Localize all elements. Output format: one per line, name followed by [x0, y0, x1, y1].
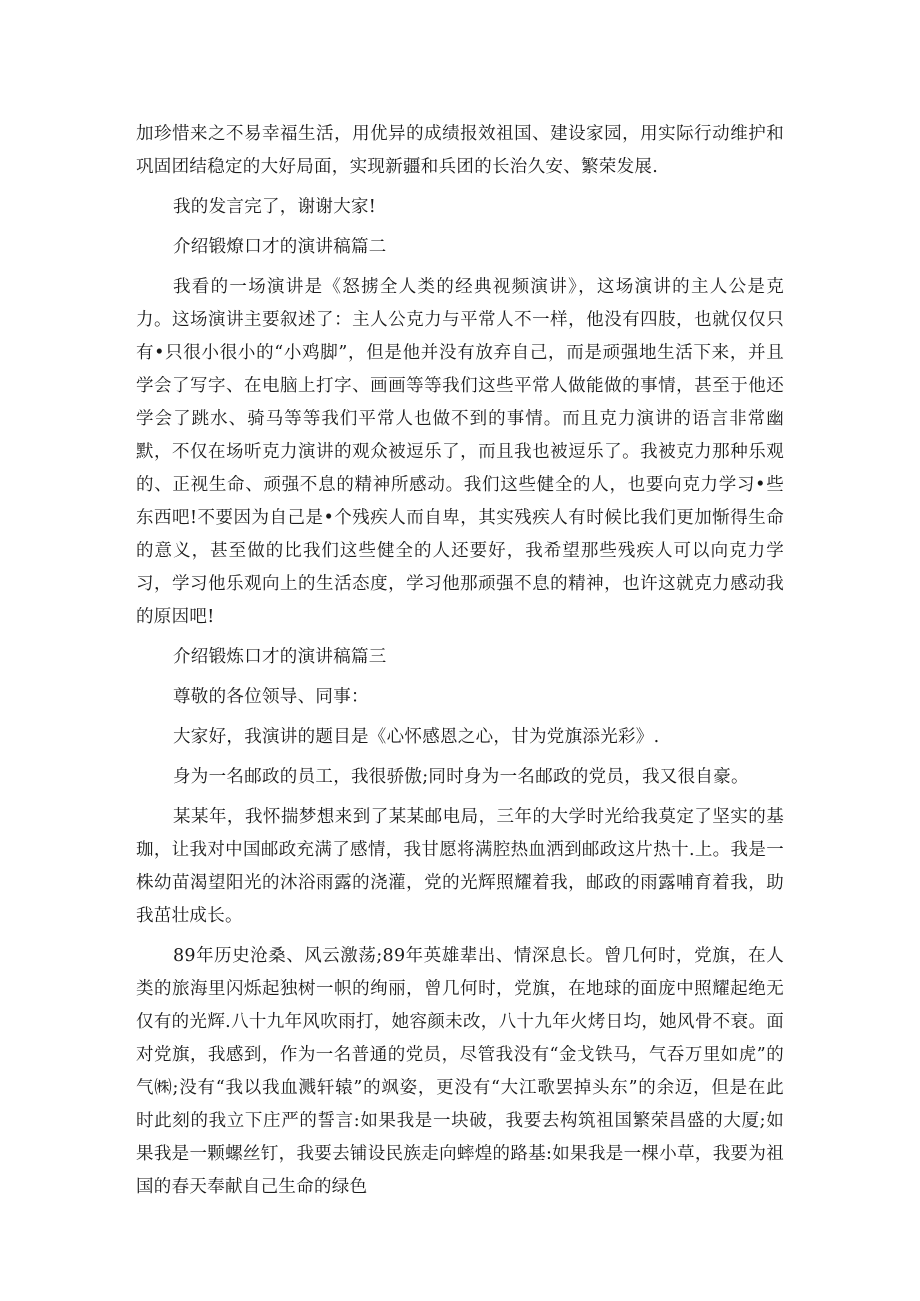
- paragraph-party-history: 89年历史沧桑、风云激荡;89年英雄辈出、情深息长。曾几何时，党旗，在人类的旅海里闪烁起独树一帜的绚丽，曾几何时，党旗，在地球的面庞中照耀起绝无仅有的光辉.八十九年风吹雨打，她容颜未改，八十九年火烤日均，她风骨不衰。面对党旗，我感到，作为一名普通的党员，尽管我没有“金戈铁马，气吞万里如虎”的气㈱;没有“我以我血溅轩辕”的飒姿，更没有“大江歌罢掉头东”的余迈，但是在此时此刻的我立下庄严的誓言:如果我是一块破，我要去构筑祖国繁荣昌盛的大厦;如果我是一颗螺丝钉，我要去铺设民族走向蟀煌的路基:如果我是一棵小草，我要为祖国的春天奉献自己生命的绿色: [136, 946, 784, 1197]
- paragraph-identity: 身为一名邮政的员工，我很骄傲;同时身为一名邮政的党员，我又很自豪。: [173, 767, 749, 787]
- paragraph-greeting: 大家好，我演讲的题目是《心怀感恩之心，甘为党旗添光彩》.: [173, 727, 660, 747]
- paragraph-continuation: 加珍惜来之不易幸福生活，用优异的成绩报效祖国、建设家园，用实际行动维护和巩固团结稳定的大好局面，实现新疆和兵团的长治久安、繁荣发展.: [136, 124, 784, 177]
- paragraph-closing: 我的发言完了，谢谢大家!: [173, 197, 377, 217]
- section-heading-part-two: 介绍锻燎口才的演讲稿篇二: [173, 237, 387, 257]
- paragraph-salutation: 尊敬的各位领导、同事：: [173, 687, 369, 707]
- document-body: [136, 118, 784, 1204]
- paragraph-background: 某某年，我怀揣梦想来到了某某邮电局，三年的大学时光给我莫定了坚实的基珈，让我对中国邮政充满了感情，我甘愿将满腔热血洒到邮政这片热十.上。我是一株幼苗渴望阳光的沐浴雨露的浇灌，党的光辉照耀着我，邮政的雨露哺育着我，助我茁壮成长。: [136, 807, 784, 926]
- paragraph-part-two-body: 我看的一场演讲是《怒掳全人类的经典视频演讲》，这场演讲的主人公是克力。这场演讲主要叙述了：主人公克力与平常人不一样，他没有四肢，也就仅仅只有•只很小很小的“小鸡脚”，但是他并没有放弃自己，而是顽强地生活下来，并且学会了写字、在电脑上打字、画画等等我们这些平常人做能做的事情，甚至于他还学会了跳水、骑马等等我们平常人也做不到的事情。而且克力演讲的语言非常幽默，不仅在场听克力演讲的观众被逗乐了，而且我也被逗乐了。我被克力那种乐观的、正视生命、顽强不息的精神所感动。我们这些健全的人，也要向克力学习•些东西吧!不要因为自己是•个残疾人而自卑，其实残疾人有时候比我们更加惭得生命的意义，甚至做的比我们这些健全的人还要好，我希望那些残疾人可以向克力学习，学习他乐观向上的生活态度，学习他那顽强不息的精神，也许这就克力感动我的原因吧!: [136, 277, 784, 627]
- section-heading-part-three: 介绍锻炼口才的演讲稿篇三: [173, 647, 387, 667]
